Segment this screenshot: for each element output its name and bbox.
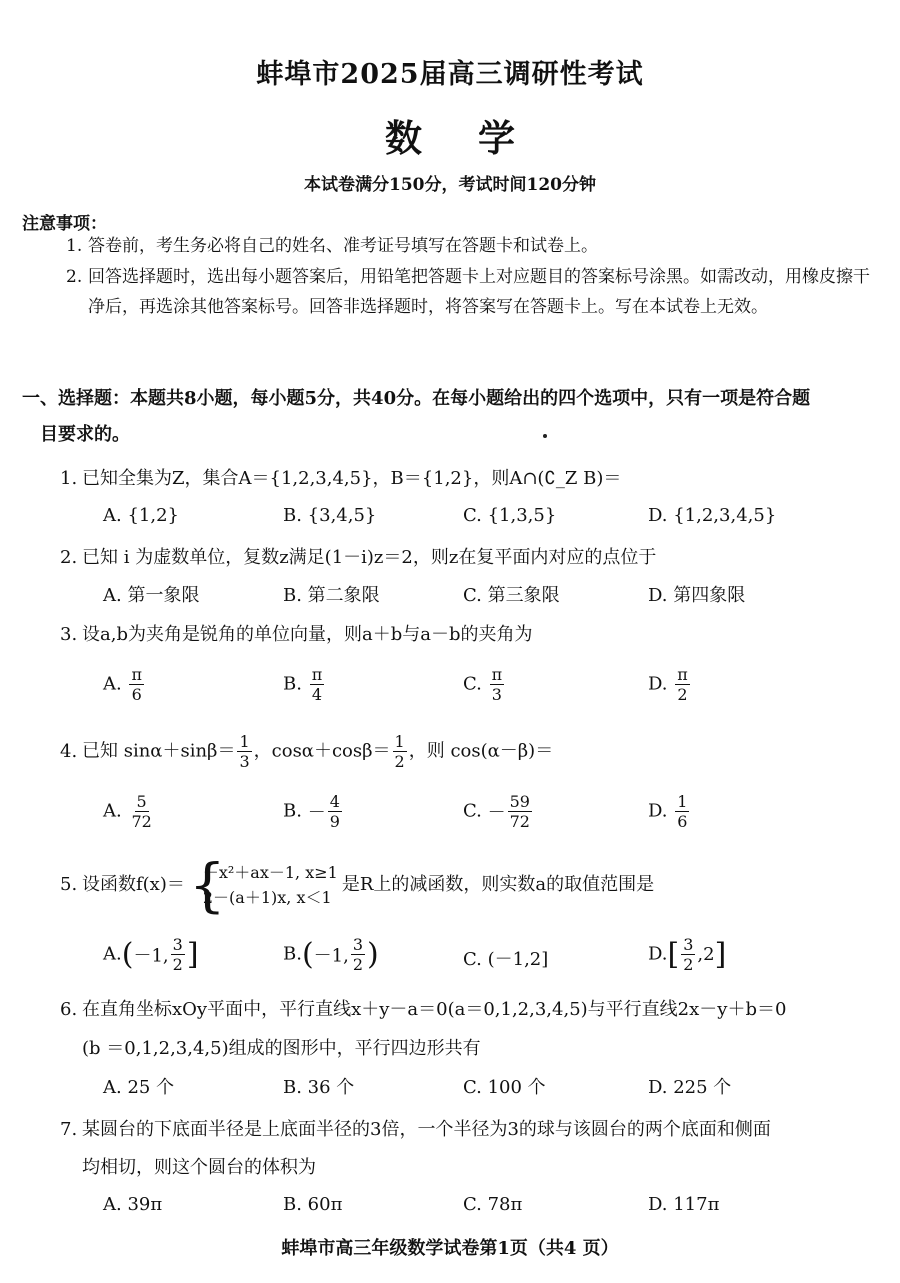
- option-label: D.: [648, 673, 668, 695]
- question-number: 5.: [60, 874, 78, 895]
- notice-heading: 注意事项：: [22, 214, 107, 234]
- numerator: 59: [509, 792, 530, 811]
- question-stem-line-1: 在直角坐标xOy平面中，平行直线x＋y－a＝0(a＝0,1,2,3,4,5)与平行直线2x－y＋b＝0: [82, 999, 787, 1020]
- option-a: [103, 792, 156, 831]
- scan-dot: [543, 434, 547, 438]
- numerator: 3: [352, 935, 364, 954]
- numerator: π: [311, 665, 323, 684]
- option-a: [103, 935, 199, 974]
- option-b: [283, 665, 326, 704]
- notice-item-text: 回答选择题时，选出每小题答案后，用铅笔把答题卡上对应题目的答案标号涂黑。如需改动，用橡皮擦干净后，再选涂其他答案标号。回答非选择题时，将答案写在答题卡上。写在本试卷上无效。: [88, 267, 870, 317]
- option-a: A. {1,2}: [103, 505, 179, 526]
- fraction: [675, 792, 689, 831]
- fraction: [508, 792, 532, 831]
- subject-title: 数学: [385, 116, 571, 160]
- question-4: [60, 732, 880, 771]
- question-7-line-2: [82, 1153, 900, 1179]
- section-line-2: 目要求的。: [40, 424, 130, 445]
- numerator: π: [131, 665, 142, 684]
- piece-row-2: 2－(a＋1)x, x＜1: [202, 888, 332, 907]
- fraction: [490, 665, 505, 704]
- fraction: [171, 935, 185, 974]
- option-d: D. 117π: [648, 1194, 720, 1215]
- option-d: [648, 935, 726, 974]
- close-bracket: ): [367, 937, 379, 972]
- option-c: [463, 792, 534, 831]
- denominator: 2: [352, 955, 364, 974]
- numerator: 3: [172, 935, 183, 954]
- question-stem-line-1: 某圆台的下底面半径是上底面半径的3倍，一个半径为3的球与该圆台的两个底面和侧面: [82, 1119, 771, 1140]
- close-bracket: ]: [714, 937, 727, 972]
- denominator: 4: [311, 685, 323, 704]
- fraction: [351, 935, 365, 974]
- notice-item-2: [66, 262, 878, 322]
- numerator: 4: [329, 792, 340, 811]
- piecewise-function: [188, 851, 338, 919]
- brace-glyph: {: [188, 851, 226, 919]
- exam-title: 蚌埠市2025届高三调研性考试: [256, 59, 644, 90]
- option-c: C. 78π: [463, 1194, 523, 1215]
- open-bracket: (: [301, 937, 314, 972]
- question-2: [60, 543, 880, 569]
- open-bracket: (: [121, 937, 134, 972]
- fraction: [328, 792, 342, 831]
- numerator: 1: [394, 732, 405, 751]
- numerator: 1: [239, 732, 250, 751]
- exam-info: 本试卷满分150分，考试时间120分钟: [304, 175, 596, 195]
- option-b: B. 60π: [283, 1194, 343, 1215]
- option-d: [648, 792, 691, 831]
- option-label: C.: [463, 800, 482, 822]
- numerator: π: [491, 665, 503, 684]
- question-1: [60, 464, 880, 490]
- notice-item-number: 1.: [66, 236, 83, 256]
- option-a: A. 25 个: [103, 1077, 175, 1098]
- numerator: π: [677, 665, 688, 684]
- numerator: 3: [683, 935, 694, 954]
- close-bracket: ]: [186, 937, 199, 972]
- option-text: (－1,2]: [487, 949, 549, 970]
- question-number: 4.: [60, 740, 78, 762]
- option-label: D.: [648, 943, 668, 965]
- fraction: [129, 665, 144, 704]
- option-b: B. 第二象限: [283, 585, 380, 606]
- option-label: C.: [463, 949, 482, 970]
- denominator: 72: [509, 812, 530, 831]
- option-d: D. 225 个: [648, 1077, 732, 1098]
- option-d: [648, 665, 692, 704]
- option-a: [103, 665, 146, 704]
- option-c: [463, 945, 548, 971]
- fraction: [310, 665, 325, 704]
- question-6: [60, 995, 880, 1021]
- question-stem: 已知全集为Z，集合A＝{1,2,3,4,5}，B＝{1,2}，则A∩(∁_Z B)＝: [82, 468, 622, 489]
- fraction: [681, 935, 695, 974]
- interval-right: ,2: [697, 944, 715, 965]
- question-stem-part: 是R上的减函数，则实数a的取值范围是: [341, 874, 655, 895]
- option-a: A. 第一象限: [103, 585, 200, 606]
- question-stem-part: 已知 sinα＋sinβ＝: [82, 740, 236, 762]
- sign: －: [307, 802, 326, 824]
- denominator: 6: [131, 685, 142, 704]
- denominator: 2: [677, 685, 688, 704]
- interval-left: －1,: [313, 945, 349, 967]
- option-label: C.: [463, 673, 482, 695]
- question-stem-part: ，则 cos(α－β)＝: [408, 740, 554, 762]
- numerator: 1: [677, 792, 688, 811]
- question-number: 3.: [60, 624, 78, 645]
- option-label: D.: [648, 800, 668, 822]
- question-number: 7.: [60, 1119, 78, 1140]
- denominator: 9: [329, 812, 340, 831]
- question-7: [60, 1115, 880, 1141]
- option-label: B.: [283, 800, 302, 822]
- question-stem-part: 设函数f(x)＝: [82, 874, 185, 895]
- denominator: 2: [394, 752, 405, 771]
- option-label: A.: [103, 673, 122, 695]
- notice-item-text: 答卷前，考生务必将自己的姓名、准考证号填写在答题卡和试卷上。: [88, 236, 598, 256]
- option-b: B. 36 个: [283, 1077, 355, 1098]
- numerator: 5: [136, 792, 147, 811]
- option-c: C. 第三象限: [463, 585, 560, 606]
- question-5: [60, 851, 880, 919]
- section-line-1: 一、选择题：本题共8小题，每小题5分，共40分。在每小题给出的四个选项中，只有一项是符合题: [22, 388, 811, 409]
- page-footer: 蚌埠市高三年级数学试卷第1页（共4 页）: [281, 1238, 619, 1259]
- open-bracket: [: [667, 937, 680, 972]
- option-a: A. 39π: [103, 1194, 163, 1215]
- piece-row-1: －x²＋ax－1, x≥1: [202, 863, 338, 882]
- option-label: A.: [103, 800, 122, 822]
- option-c: [463, 665, 506, 704]
- question-6-line-2: [82, 1034, 900, 1060]
- option-d: D. {1,2,3,4,5}: [648, 505, 777, 526]
- question-number: 1.: [60, 468, 78, 489]
- denominator: 3: [239, 752, 250, 771]
- fraction: [675, 665, 690, 704]
- question-stem: 已知 i 为虚数单位，复数z满足(1－i)z＝2，则z在复平面内对应的点位于: [82, 547, 657, 568]
- denominator: 2: [172, 955, 183, 974]
- denominator: 72: [131, 812, 152, 831]
- question-stem-part: ，cosα＋cosβ＝: [253, 740, 391, 762]
- notice-item-1: [66, 231, 878, 261]
- question-stem-line-2: (b ＝0,1,2,3,4,5)组成的图形中，平行四边形共有: [82, 1038, 481, 1059]
- option-c: C. 100 个: [463, 1077, 546, 1098]
- option-c: C. {1,3,5}: [463, 505, 557, 526]
- fraction: [237, 732, 251, 771]
- option-label: A.: [103, 943, 122, 965]
- interval-left: －1,: [133, 945, 169, 967]
- question-stem-line-2: 均相切，则这个圆台的体积为: [82, 1157, 316, 1178]
- option-b: [283, 792, 344, 831]
- option-label: B.: [283, 673, 302, 695]
- denominator: 2: [683, 955, 694, 974]
- denominator: 3: [491, 685, 502, 704]
- option-label: B.: [283, 943, 302, 965]
- section-heading: [22, 381, 882, 453]
- notice-item-number: 2.: [66, 267, 83, 287]
- fraction: [393, 732, 407, 771]
- option-d: D. 第四象限: [648, 585, 746, 606]
- question-3: [60, 620, 880, 646]
- sign: －: [487, 802, 506, 824]
- denominator: 6: [677, 812, 688, 831]
- question-stem: 设a,b为夹角是锐角的单位向量，则a＋b与a－b的夹角为: [82, 624, 533, 645]
- question-number: 2.: [60, 547, 78, 568]
- question-number: 6.: [60, 999, 78, 1020]
- fraction: [129, 792, 153, 831]
- option-b: B. {3,4,5}: [283, 505, 377, 526]
- option-b: [283, 935, 379, 974]
